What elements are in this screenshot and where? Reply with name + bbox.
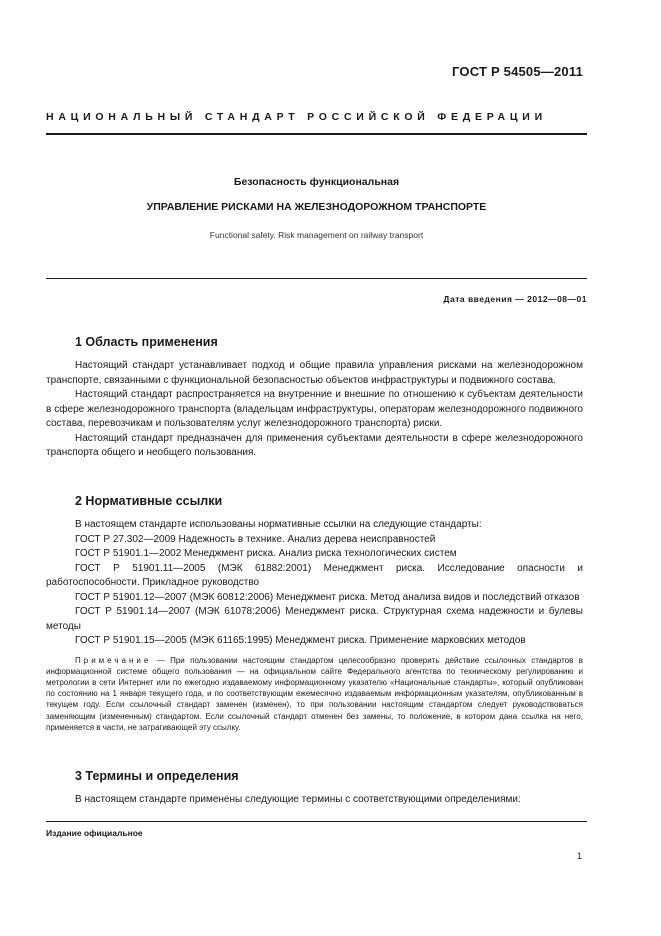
standard-number: ГОСТ Р 54505—2011 [452,64,583,79]
section-1-paragraph: Настоящий стандарт предназначен для применения субъектами деятельности в сфере железнодорожного транспорта общего и необщего пользования. [46,432,583,458]
footer-divider [46,821,587,822]
normative-reference: ГОСТ Р 51901.15—2005 (МЭК 61165:1995) Менеджмент риска. Применение марковских методов [75,635,526,646]
national-standard-banner: НАЦИОНАЛЬНЫЙ СТАНДАРТ РОССИЙСКОЙ ФЕДЕРАЦИИ [46,111,547,123]
document-title-line2: УПРАВЛЕНИЕ РИСКАМИ НА ЖЕЛЕЗНОДОРОЖНОМ ТРАНСПОРТЕ [146,201,487,213]
note-text: — При пользовании настоящим стандартом целесообразно проверить действие ссылочных стандартов в информационной системе общего пользования — на официальном сайте Федерального агентства по техническому регулированию и метрологии в сети Интернет или по ежегодно издаваемому информационному указателю «Национальные стандарты», который опубликован по состоянию на 1 января текущего года, и по соответствующим ежемесячно издаваемым информационным указателям, опубликованным в текущем году. Если ссылочный стандарт заменен (изменен), то при пользовании настоящим стандартом следует руководствоваться заменяющим (измененным) стандартом. Если ссылочный стандарт отменен без замены, то положение, в котором дана ссылка на него, применяется в части, не затрагивающей эту ссылку. [46,655,583,732]
section-3-title: 3 Термины и определения [75,769,239,783]
section-1-body [46,359,583,461]
normative-reference: ГОСТ Р 27.302—2009 Надежность в технике. Анализ дерева неисправностей [75,533,436,545]
title-divider [46,278,587,279]
section-2-title: 2 Нормативные ссылки [75,494,223,508]
section-2-body [46,518,583,733]
note-label: Примечание [75,655,152,665]
normative-reference: ГОСТ Р 51901.14—2007 (МЭК 61078:2006) Менеджмент риска. Структурная схема надежности и булевы методы [46,606,583,632]
section-2-intro: В настоящем стандарте использованы нормативные ссылки на следующие стандарты: [75,519,482,530]
normative-reference: ГОСТ Р 51901.11—2005 (МЭК 61882:2001) Менеджмент риска. Исследование опасности и работоспособности. Прикладное руководство [46,562,583,588]
section-2-note [46,655,583,733]
section-1-title: 1 Область применения [75,335,218,349]
introduction-date: Дата введения — 2012—08—01 [443,294,587,304]
section-3-intro: В настоящем стандарте применены следующие термины с соответствующими определениями: [75,794,521,805]
section-1-paragraph: Настоящий стандарт распространяется на внутренние и внешние по отношению к субъектам деятельности в сфере железнодорожного транспорта (владельцам инфраструктуры, операторам железнодорожного подвижного состава, перевозчикам и пользователям услуг железнодорожного транспорта) риски. [46,389,583,429]
normative-reference: ГОСТ Р 51901.12—2007 (МЭК 60812:2006) Менеджмент риска. Метод анализа видов и последствий отказов [75,591,580,603]
official-edition-label: Издание официальное [46,828,143,838]
section-1-paragraph: Настоящий стандарт устанавливает подход и общие правила управления рисками на железнодорожном транспорте, связанными с функциональной безопасностью объектов инфраструктуры и подвижного состава. [46,360,583,386]
header-divider [46,133,587,135]
page-number: 1 [576,851,582,861]
document-title-line1: Безопасность функциональная [233,176,400,188]
section-3-body [46,793,583,808]
document-title-english: Functional safety. Risk management on railway transport [209,230,424,240]
normative-reference: ГОСТ Р 51901.1—2002 Менеджмент риска. Анализ риска технологических систем [75,548,457,559]
